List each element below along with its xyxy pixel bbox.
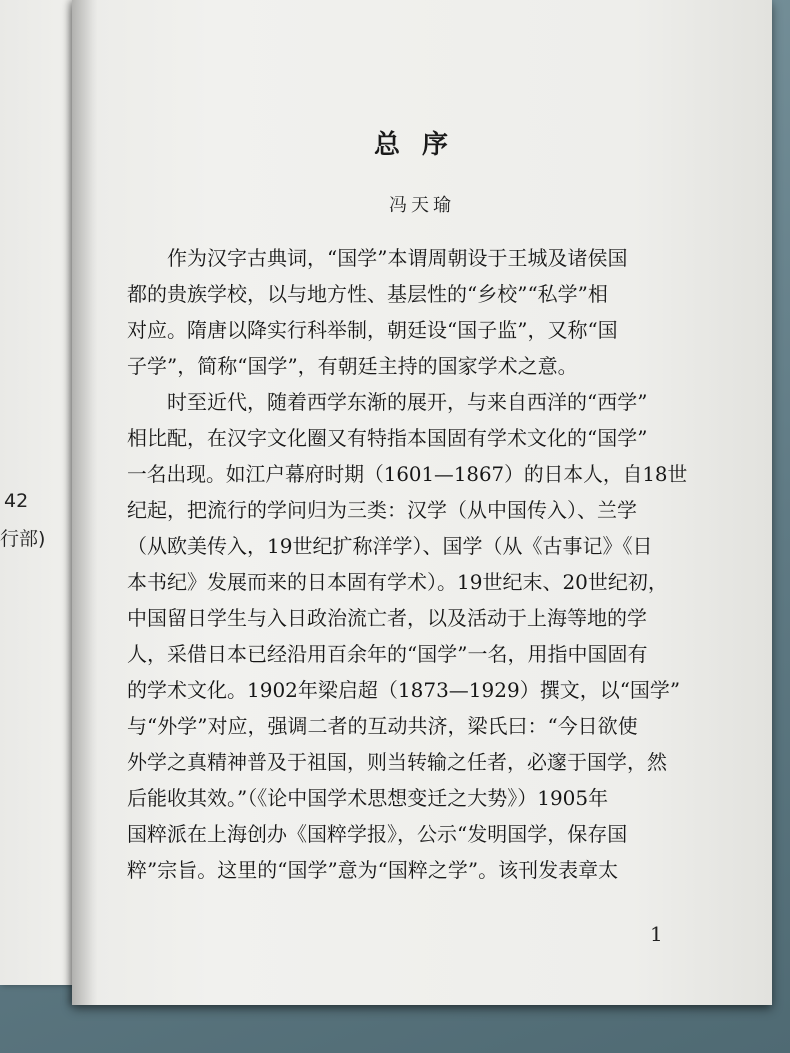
text-line: 相比配，在汉字文化圈又有特指本国固有学术文化的“国学”	[127, 426, 648, 450]
text-line: 都的贵族学校，以与地方性、基层性的“乡校”“私学”相	[127, 282, 608, 306]
text-line: （从欧美传入，19世纪扩称洋学）、国学（从《古事记》《日	[127, 534, 653, 558]
text-line: 时至近代，随着西学东渐的展开，与来自西洋的“西学”	[127, 390, 648, 414]
text-line: 子学”，简称“国学”，有朝廷主持的国家学术之意。	[127, 354, 578, 378]
text-line: 本书纪》发展而来的日本固有学术）。19世纪末、20世纪初，	[127, 570, 668, 594]
text-line: 后能收其效。”（《论中国学术思想变迁之大势》）1905年	[127, 786, 609, 810]
chapter-title: 总序	[373, 130, 470, 160]
left-page-fragment: 42	[4, 490, 29, 512]
text-line: 作为汉字古典词，“国学”本谓周朝设于王城及诸侯国	[127, 246, 628, 270]
text-line: 一名出现。如江户幕府时期（1601—1867）的日本人，自18世	[127, 462, 688, 486]
text-line: 纪起，把流行的学问归为三类：汉学（从中国传入）、兰学	[127, 498, 637, 522]
body-text	[127, 240, 687, 888]
text-line: 人，采借日本已经沿用百余年的“国学”一名，用指中国固有	[127, 642, 648, 666]
text-line: 与“外学”对应，强调二者的互动共济，梁氏曰：“今日欲使	[127, 714, 638, 738]
text-line: 中国留日学生与入日政治流亡者，以及活动于上海等地的学	[127, 606, 647, 630]
text-line: 国粹派在上海创办《国粹学报》，公示“发明国学，保存国	[127, 822, 628, 846]
author-name: 冯天瑜	[389, 195, 455, 216]
book-page	[72, 0, 772, 1005]
text-line: 粹”宗旨。这里的“国学”意为“国粹之学”。该刊发表章太	[127, 858, 619, 882]
text-line: 对应。隋唐以降实行科举制，朝廷设“国子监”，又称“国	[127, 318, 618, 342]
text-line: 的学术文化。1902年梁启超（1873—1929）撰文，以“国学”	[127, 678, 681, 702]
left-page-fragment: 行部)	[0, 528, 46, 550]
page-number: 1	[650, 922, 663, 946]
text-line: 外学之真精神普及于祖国，则当转输之任者，必邃于国学，然	[127, 750, 667, 774]
